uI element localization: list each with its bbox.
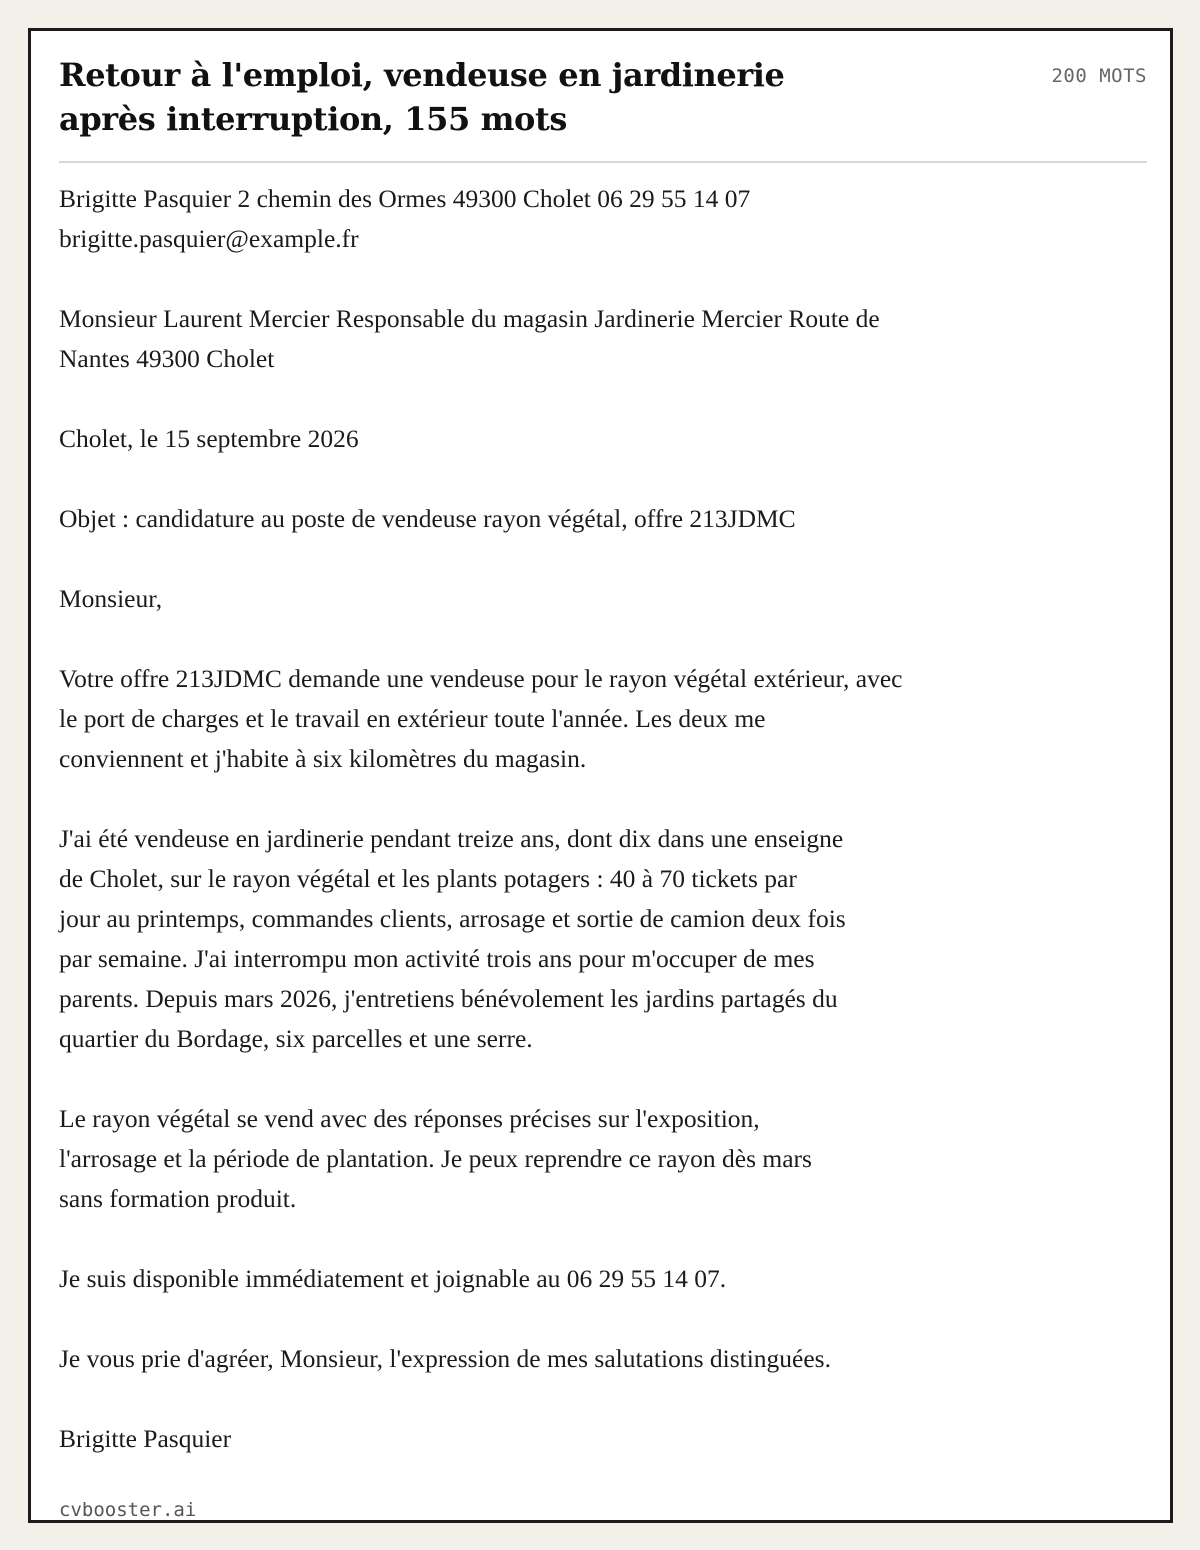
title-line-1: Retour à l'emploi, vendeuse en jardinerie: [59, 56, 785, 94]
paragraph-line: par semaine. J'ai interrompu mon activité trois ans pour m'occuper de mes: [59, 944, 815, 973]
paragraph-line: Le rayon végétal se vend avec des réponses précises sur l'exposition,: [59, 1104, 760, 1133]
title-line-2: après interruption, 155 mots: [59, 100, 567, 138]
sender-line-1: Brigitte Pasquier 2 chemin des Ormes 49300 Cholet 06 29 55 14 07: [59, 184, 751, 213]
sender-email: brigitte.pasquier@example.fr: [59, 224, 359, 253]
recipient-line-2: Nantes 49300 Cholet: [59, 344, 275, 373]
paragraph-line: conviennent et j'habite à six kilomètres du magasin.: [59, 744, 587, 773]
paragraph-line: Votre offre 213JDMC demande une vendeuse pour le rayon végétal extérieur, avec: [59, 664, 903, 693]
word-count-badge: 200 MOTS: [1051, 65, 1147, 87]
paragraph-experience: [59, 819, 1129, 1059]
letter-body: [59, 179, 1129, 1459]
paragraph-line: jour au printemps, commandes clients, arrosage et sortie de camion deux fois: [59, 904, 846, 933]
header-divider: [59, 161, 1147, 163]
letter-salutation: Monsieur,: [59, 584, 163, 613]
paragraph-line: quartier du Bordage, six parcelles et une serre.: [59, 1024, 533, 1053]
paragraph-value: [59, 1099, 1129, 1219]
letter-date: Cholet, le 15 septembre 2026: [59, 424, 359, 453]
paragraph-line: de Cholet, sur le rayon végétal et les plants potagers : 40 à 70 tickets par: [59, 864, 797, 893]
letter-title: [59, 53, 919, 141]
sender-block: [59, 179, 1129, 259]
paragraph-line: le port de charges et le travail en extérieur toute l'année. Les deux me: [59, 704, 766, 733]
letter-header: [59, 53, 1147, 141]
availability-sentence: Je suis disponible immédiatement et joignable au 06 29 55 14 07.: [59, 1264, 727, 1293]
paragraph-line: sans formation produit.: [59, 1184, 297, 1213]
paragraph-line: l'arrosage et la période de plantation. Je peux reprendre ce rayon dès mars: [59, 1144, 812, 1173]
letter-card: [28, 28, 1173, 1523]
paragraph-line: J'ai été vendeuse en jardinerie pendant treize ans, dont dix dans une enseigne: [59, 824, 844, 853]
letter-subject: Objet : candidature au poste de vendeuse rayon végétal, offre 213JDMC: [59, 504, 796, 533]
recipient-line-1: Monsieur Laurent Mercier Responsable du magasin Jardinerie Mercier Route de: [59, 304, 880, 333]
paragraph-motivation: [59, 659, 1129, 779]
paragraph-line: parents. Depuis mars 2026, j'entretiens bénévolement les jardins partagés du: [59, 984, 838, 1013]
closing-formula: Je vous prie d'agréer, Monsieur, l'expression de mes salutations distinguées.: [59, 1344, 831, 1373]
signature: Brigitte Pasquier: [59, 1424, 232, 1453]
recipient-block: [59, 299, 1129, 379]
footer-brand: cvbooster.ai: [59, 1499, 197, 1521]
